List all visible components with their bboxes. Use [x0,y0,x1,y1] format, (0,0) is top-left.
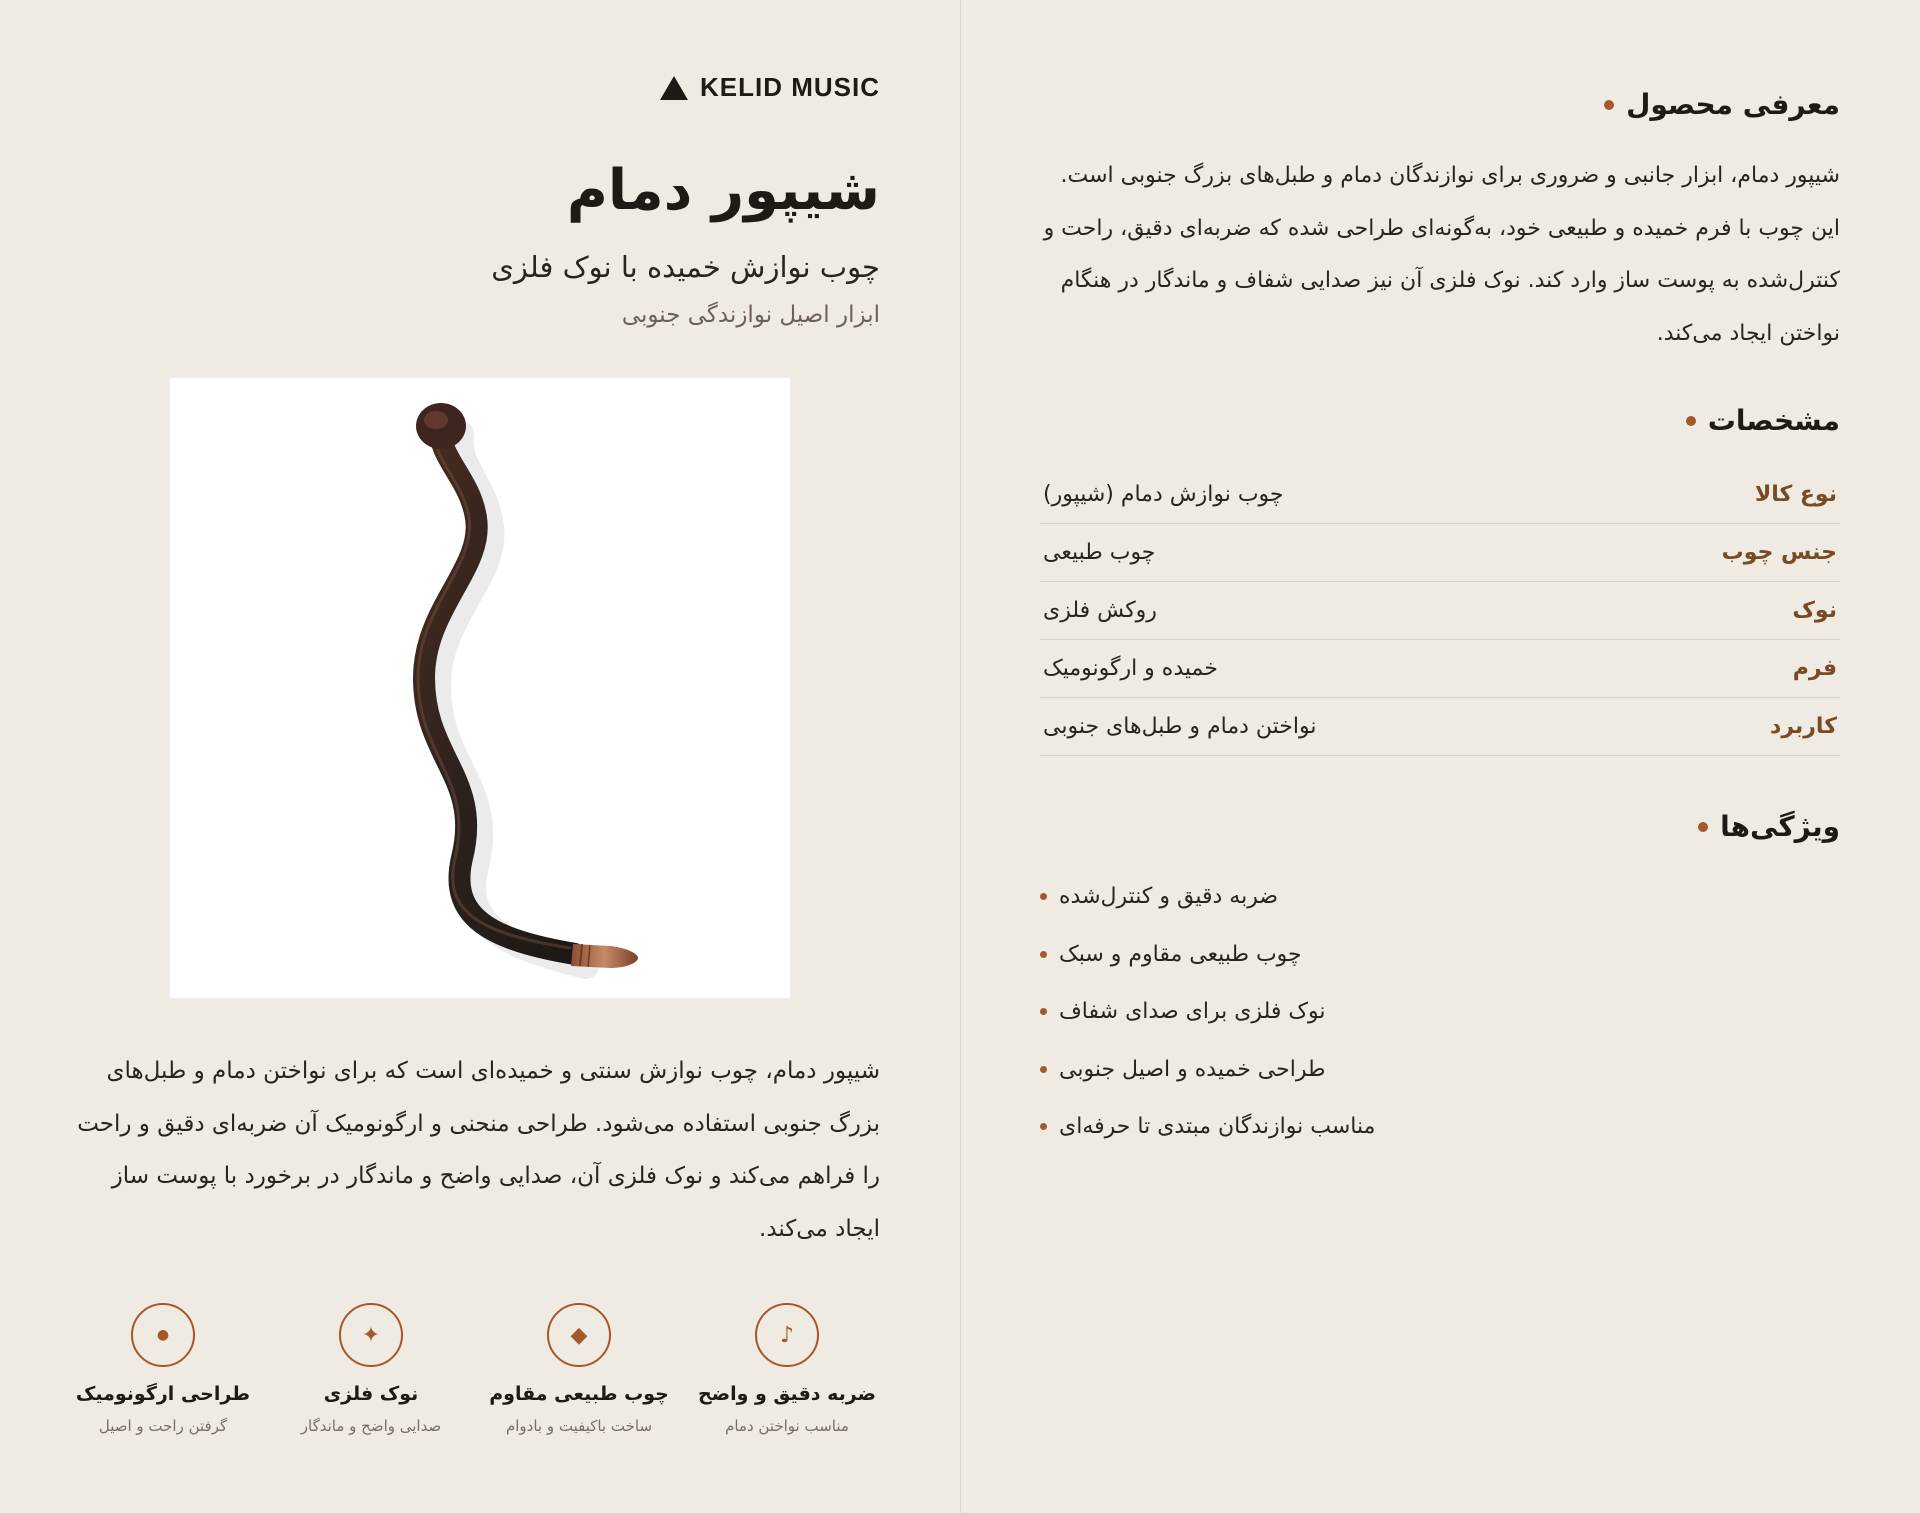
feature-title: طراحی ارگونومیک [75,1383,251,1405]
spec-label: نوک [1792,598,1837,623]
brand[interactable] [660,72,880,103]
heading-dot-icon [1686,416,1696,426]
bullet-icon [1040,1066,1047,1073]
feature-desc: گرفتن راحت و اصیل [98,1417,228,1435]
specs-heading [1686,404,1840,437]
list-item-text: مناسب نوازندگان مبتدی تا حرفه‌ای [1059,1114,1376,1139]
spec-row [1040,582,1840,640]
product-tagline: ابزار اصیل نوازندگی جنوبی [621,302,880,328]
list-item-text: چوب طبیعی مقاوم و سبک [1059,942,1302,967]
feature-desc: ساخت باکیفیت و بادوام [505,1417,653,1435]
diamond-icon: ◆ [547,1303,611,1367]
specs-heading-text: مشخصات [1707,404,1840,437]
heading-dot-icon [1604,100,1614,110]
intro-heading [1604,88,1840,121]
spec-label: کاربرد [1770,714,1837,739]
bullet-icon [1040,893,1047,900]
dot-icon: ● [131,1303,195,1367]
product-subtitle: چوب نوازش خمیده با نوک فلزی [491,250,880,284]
spec-row [1040,640,1840,698]
spec-value: چوب طبیعی [1043,540,1156,565]
spec-label: نوع کالا [1754,482,1837,507]
bullet-icon [1040,1123,1047,1130]
intro-text: شیپور دمام، ابزار جانبی و ضروری برای نوازندگان دمام و طبل‌های بزرگ جنوبی است. این چوب با فرم خمیده و طبیعی خود، به‌گونه‌ای طراحی شده که ضربه‌ای دقیق، راحت و کنترل‌شده به پوست ساز وارد کند. نوک فلزی آن نیز صدایی شفاف و ماندگار در هنگام نواختن ایجاد می‌کند. [1043,163,1840,346]
feature-title: نوک فلزی [323,1383,419,1405]
list-item [1040,884,1278,909]
intro-heading-text: معرفی محصول [1626,88,1840,121]
column-divider [960,0,961,1513]
sparkle-icon: ✦ [339,1303,403,1367]
spec-value: روکش فلزی [1043,598,1157,623]
features-heading [1698,810,1840,843]
bullet-icon [1040,951,1047,958]
feature-badge [278,1303,464,1435]
spec-value: چوب نوازش دمام (شیپور) [1043,482,1284,507]
spec-label: فرم [1792,656,1837,681]
feature-desc: مناسب نواختن دمام [725,1417,849,1435]
bullet-icon [1040,1008,1047,1015]
heading-dot-icon [1698,822,1708,832]
list-item-text: طراحی خمیده و اصیل جنوبی [1059,1057,1326,1082]
features-heading-text: ویژگی‌ها [1720,810,1840,843]
triangle-icon [660,76,688,100]
list-item [1040,999,1326,1024]
feature-title: ضربه دقیق و واضح [698,1383,876,1405]
spec-value: نواختن دمام و طبل‌های جنوبی [1043,714,1317,739]
drumstick-illustration [170,378,790,998]
music-note-icon: ♪ [755,1303,819,1367]
specs-table [1040,466,1840,756]
list-item [1040,1057,1325,1082]
list-item [1040,942,1302,967]
brand-name: KELID MUSIC [700,72,880,102]
spec-row [1040,698,1840,756]
spec-row [1040,524,1840,582]
feature-badge [694,1303,880,1435]
spec-label: جنس چوب [1721,540,1837,565]
feature-badge [70,1303,256,1435]
feature-badge [486,1303,672,1435]
feature-title: چوب طبیعی مقاوم [489,1383,669,1405]
list-item-text: نوک فلزی برای صدای شفاف [1059,999,1326,1024]
product-image [170,378,790,998]
spec-value: خمیده و ارگونومیک [1043,656,1218,681]
spec-row [1040,466,1840,524]
product-description: شیپور دمام، چوب نوازش سنتی و خمیده‌ای است که برای نواختن دمام و طبل‌های بزرگ جنوبی استفاده می‌شود. طراحی منحنی و ارگونومیک آن ضربه‌ای دقیق و راحت را فراهم می‌کند و نوک فلزی آن، صدایی واضح و ماندگار در برخورد با پوست ساز ایجاد می‌کند. [77,1058,880,1242]
feature-desc: صدایی واضح و ماندگار [300,1417,442,1435]
list-item-text: ضربه دقیق و کنترل‌شده [1059,884,1279,909]
feature-badges [70,1303,880,1435]
list-item [1040,1114,1375,1139]
product-title: شیپور دمام [566,158,880,223]
